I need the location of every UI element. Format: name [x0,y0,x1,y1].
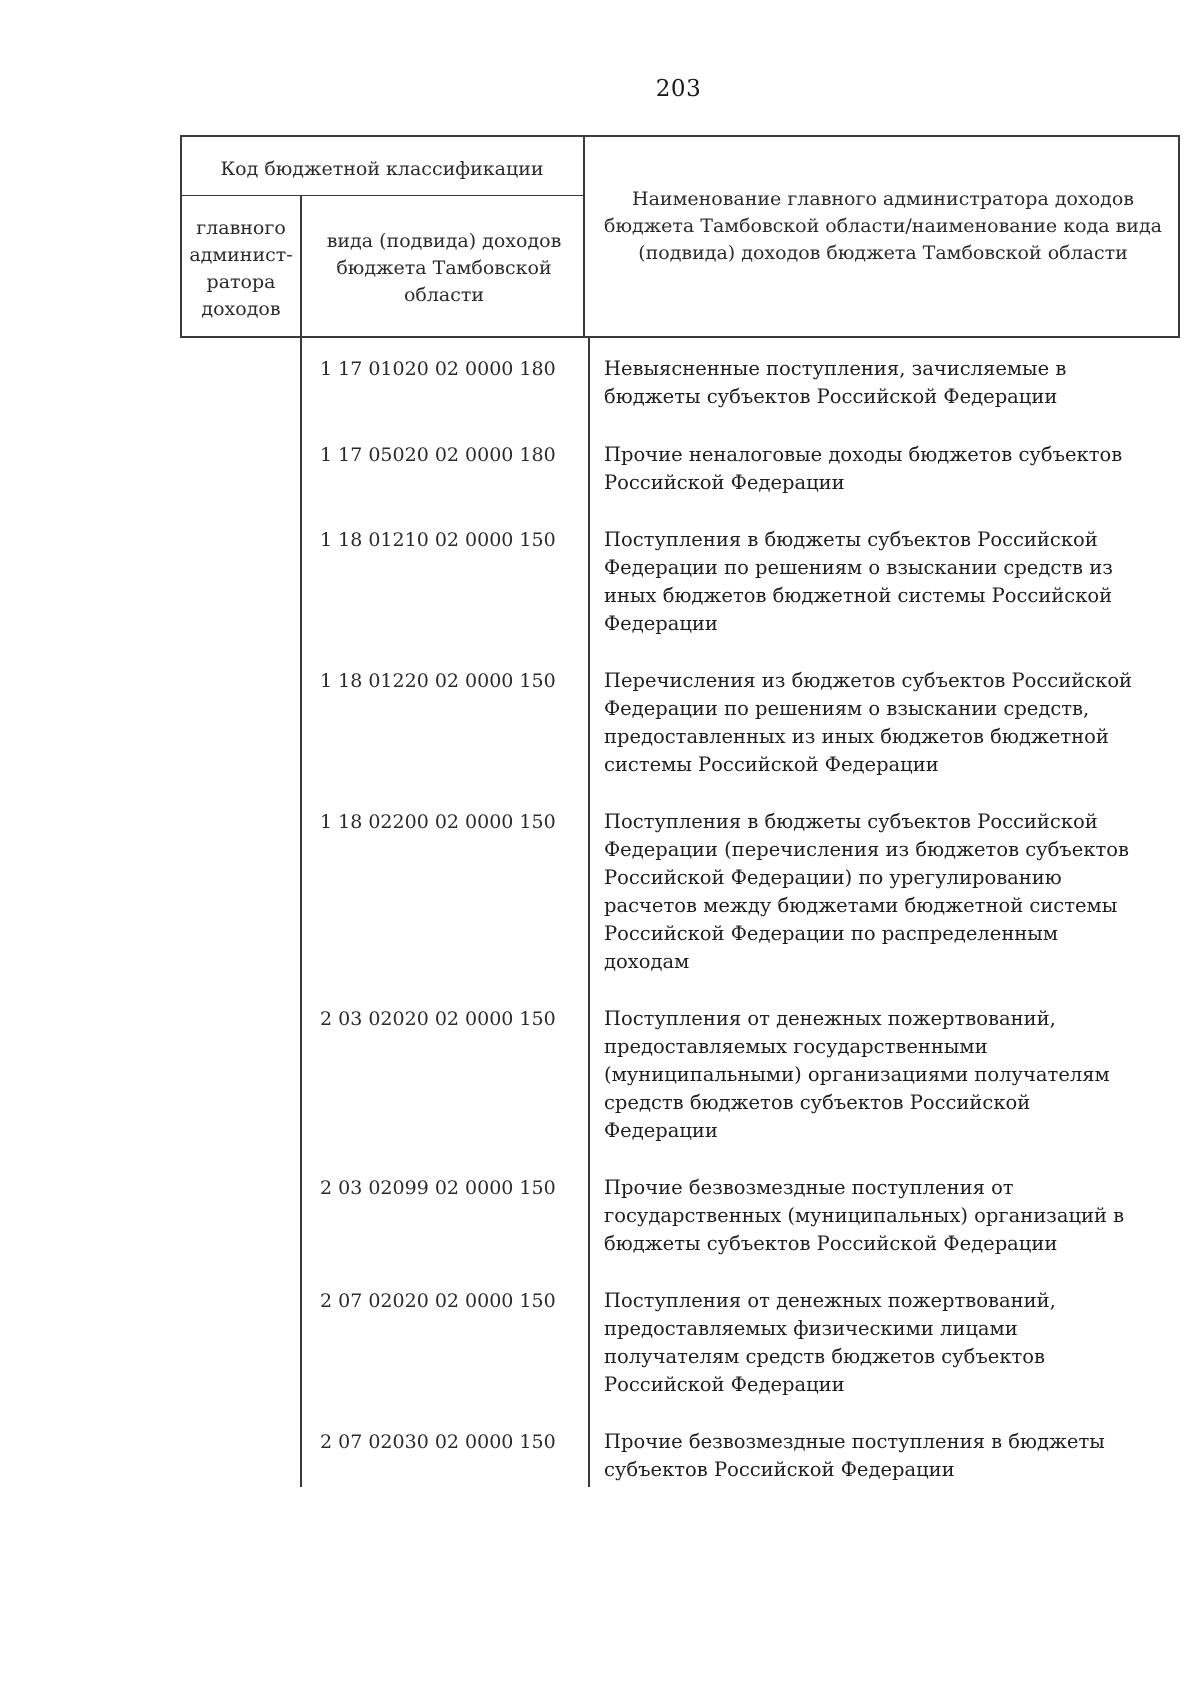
row-code-6: 2 03 02020 02 0000 150 [320,1008,556,1030]
row-code-1: 1 17 01020 02 0000 180 [320,358,556,380]
header-group-title: Код бюджетной классификации [220,158,544,180]
row-code-7: 2 03 02099 02 0000 150 [320,1177,556,1199]
row-code-9: 2 07 02030 02 0000 150 [320,1431,556,1453]
header-left-border [180,135,182,338]
row-name-8: Поступления от денежных пожертвований, предоставляемых физическими лицами получателям средств бюджетов субъектов Российской Федерации [604,1289,1056,1396]
header-col-admin: главного админист-ратора доходов [189,217,293,320]
row-name-1: Невыясненные поступления, зачисляемые в бюджеты субъектов Российской Федерации [604,357,1067,408]
row-code-5: 1 18 02200 02 0000 150 [320,811,556,833]
header-col-kind: вида (подвида) доходов бюджета Тамбовской области [326,230,562,306]
header-right-border [1178,135,1180,338]
kind-column-right-border [588,338,590,1487]
row-name-5: Поступления в бюджеты субъектов Российской Федерации (перечисления из бюджетов субъектов Российской Федерации) по урегулированию расчетов между бюджетами бюджетной системы Российской Федерации по распределенным доходам [604,810,1130,973]
header-col-name: Наименование главного администратора доходов бюджета Тамбовской области/наименование кода вида (подвида) доходов бюджета Тамбовской области [604,188,1162,264]
row-code-3: 1 18 01210 02 0000 150 [320,529,556,551]
row-name-9: Прочие безвозмездные поступления в бюджеты субъектов Российской Федерации [604,1430,1105,1481]
group-title-divider [180,195,584,196]
page-number: 203 [655,76,702,102]
name-column-border [583,135,585,338]
row-name-7: Прочие безвозмездные поступления от государственных (муниципальных) организаций в бюджеты субъектов Российской Федерации [604,1176,1125,1255]
row-code-8: 2 07 02020 02 0000 150 [320,1290,556,1312]
row-name-3: Поступления в бюджеты субъектов Российской Федерации по решениям о взыскании средств из иных бюджетов бюджетной системы Российской Федерации [604,528,1113,635]
row-name-4: Перечисления из бюджетов субъектов Российской Федерации по решениям о взыскании средств, предоставленных из иных бюджетов бюджетной системы Российской Федерации [604,669,1133,776]
kind-column-left-border [300,195,302,1487]
row-name-6: Поступления от денежных пожертвований, предоставляемых государственными (муниципальными) организациями получателям средств бюджетов субъектов Российской Федерации [604,1007,1110,1142]
header-top-border [180,135,1180,137]
row-code-4: 1 18 01220 02 0000 150 [320,670,556,692]
header-bottom-border [180,336,1180,338]
row-code-2: 1 17 05020 02 0000 180 [320,444,556,466]
row-name-2: Прочие неналоговые доходы бюджетов субъектов Российской Федерации [604,443,1123,494]
